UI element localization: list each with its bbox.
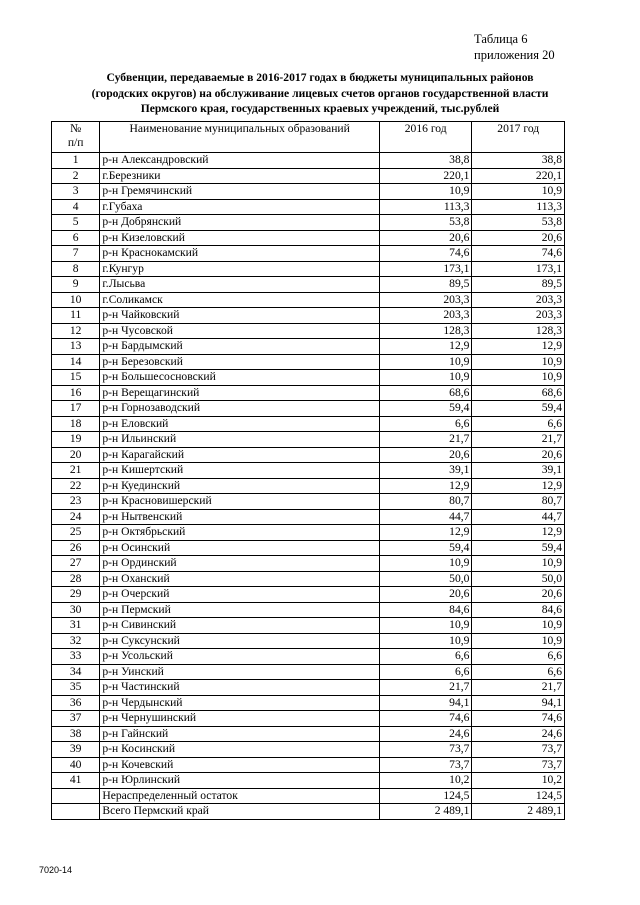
table-row	[52, 757, 565, 773]
table-row	[52, 463, 565, 479]
row-value-2016: 12,9	[379, 525, 472, 541]
row-name: р-н Суксунский	[100, 633, 380, 649]
table-row	[52, 695, 565, 711]
row-number: 16	[52, 385, 100, 401]
row-value-2017: 94,1	[472, 695, 565, 711]
table-row	[52, 401, 565, 417]
table-row	[52, 602, 565, 618]
appendix-label: приложения 20	[474, 48, 555, 62]
table-row	[52, 664, 565, 680]
row-value-2017: 10,9	[472, 556, 565, 572]
row-value-2017: 53,8	[472, 215, 565, 231]
row-value-2017: 68,6	[472, 385, 565, 401]
table-number: Таблица 6	[474, 32, 528, 46]
row-name: р-н Частинский	[100, 680, 380, 696]
table-row	[52, 633, 565, 649]
row-name: р-н Верещагинский	[100, 385, 380, 401]
row-value-2017: 20,6	[472, 447, 565, 463]
table-row	[52, 246, 565, 262]
table-row	[52, 184, 565, 200]
row-name: р-н Чернушинский	[100, 711, 380, 727]
row-name: г.Соликамск	[100, 292, 380, 308]
row-number: 13	[52, 339, 100, 355]
row-value-2016: 80,7	[379, 494, 472, 510]
table-row	[52, 385, 565, 401]
row-name: р-н Нытвенский	[100, 509, 380, 525]
row-value-2016: 74,6	[379, 246, 472, 262]
row-value-2017: 6,6	[472, 416, 565, 432]
row-value-2017: 44,7	[472, 509, 565, 525]
row-number: 27	[52, 556, 100, 572]
row-value-2016: 113,3	[379, 199, 472, 215]
row-value-2016: 44,7	[379, 509, 472, 525]
row-value-2016: 10,9	[379, 184, 472, 200]
row-number: 35	[52, 680, 100, 696]
row-value-2016: 59,4	[379, 401, 472, 417]
table-row	[52, 447, 565, 463]
row-number: 22	[52, 478, 100, 494]
title-line-1: Субвенции, передаваемые в 2016-2017 годах в бюджеты муниципальных районов	[106, 71, 534, 84]
row-value-2017: 2 489,1	[472, 804, 565, 820]
table-row	[52, 649, 565, 665]
row-value-2016: 6,6	[379, 649, 472, 665]
row-value-2016: 220,1	[379, 168, 472, 184]
document-code: 7020-14	[39, 865, 73, 875]
row-value-2016: 73,7	[379, 757, 472, 773]
row-value-2017: 203,3	[472, 292, 565, 308]
table-row	[52, 432, 565, 448]
row-value-2017: 12,9	[472, 478, 565, 494]
table-row	[52, 711, 565, 727]
row-value-2016: 10,9	[379, 556, 472, 572]
row-value-2016: 20,6	[379, 230, 472, 246]
row-value-2016: 24,6	[379, 726, 472, 742]
row-value-2016: 59,4	[379, 540, 472, 556]
row-name: г.Губаха	[100, 199, 380, 215]
row-name: р-н Чердынский	[100, 695, 380, 711]
row-number: 25	[52, 525, 100, 541]
table-row	[52, 215, 565, 231]
row-value-2017: 113,3	[472, 199, 565, 215]
header-number-symbol: №	[70, 122, 82, 135]
row-number: 41	[52, 773, 100, 789]
row-name: р-н Гайнский	[100, 726, 380, 742]
row-value-2016: 20,6	[379, 447, 472, 463]
row-value-2016: 173,1	[379, 261, 472, 277]
row-value-2017: 20,6	[472, 230, 565, 246]
row-number: 8	[52, 261, 100, 277]
header-2017: 2017 год	[472, 122, 565, 153]
row-value-2017: 124,5	[472, 788, 565, 804]
row-value-2016: 21,7	[379, 432, 472, 448]
row-number: 9	[52, 277, 100, 293]
title-line-3: Пермского края, государственных краевых учреждений, тыс.рублей	[140, 102, 500, 115]
row-number: 2	[52, 168, 100, 184]
table-row	[52, 773, 565, 789]
row-name: г.Кунгур	[100, 261, 380, 277]
row-number: 11	[52, 308, 100, 324]
row-value-2016: 53,8	[379, 215, 472, 231]
table-row	[52, 308, 565, 324]
row-value-2017: 10,9	[472, 633, 565, 649]
row-value-2016: 10,9	[379, 618, 472, 634]
row-value-2017: 80,7	[472, 494, 565, 510]
row-name: р-н Куединский	[100, 478, 380, 494]
row-number: 18	[52, 416, 100, 432]
row-value-2017: 128,3	[472, 323, 565, 339]
row-value-2017: 21,7	[472, 680, 565, 696]
row-value-2017: 12,9	[472, 525, 565, 541]
row-value-2017: 21,7	[472, 432, 565, 448]
row-value-2016: 84,6	[379, 602, 472, 618]
row-value-2017: 74,6	[472, 246, 565, 262]
row-value-2017: 10,9	[472, 184, 565, 200]
row-name: р-н Кочевский	[100, 757, 380, 773]
row-value-2016: 6,6	[379, 664, 472, 680]
table-row	[52, 261, 565, 277]
subsidies-table	[51, 121, 565, 820]
row-value-2017: 73,7	[472, 757, 565, 773]
row-value-2017: 173,1	[472, 261, 565, 277]
row-value-2017: 10,2	[472, 773, 565, 789]
row-number: 23	[52, 494, 100, 510]
row-name: р-н Гремячинский	[100, 184, 380, 200]
row-number: 6	[52, 230, 100, 246]
row-name: р-н Большесосновский	[100, 370, 380, 386]
row-value-2017: 6,6	[472, 664, 565, 680]
table-row	[52, 788, 565, 804]
row-number: 14	[52, 354, 100, 370]
row-number: 32	[52, 633, 100, 649]
row-value-2017: 73,7	[472, 742, 565, 758]
table-row	[52, 804, 565, 820]
row-value-2017: 24,6	[472, 726, 565, 742]
row-value-2016: 10,9	[379, 354, 472, 370]
row-number: 19	[52, 432, 100, 448]
row-name: р-н Кишертский	[100, 463, 380, 479]
table-row	[52, 540, 565, 556]
row-number: 12	[52, 323, 100, 339]
row-number	[52, 788, 100, 804]
row-number: 34	[52, 664, 100, 680]
row-name: г.Березники	[100, 168, 380, 184]
row-value-2016: 20,6	[379, 587, 472, 603]
row-value-2016: 38,8	[379, 153, 472, 169]
table-row	[52, 478, 565, 494]
row-name: р-н Еловский	[100, 416, 380, 432]
row-name: р-н Осинский	[100, 540, 380, 556]
row-value-2017: 59,4	[472, 540, 565, 556]
row-name: р-н Добрянский	[100, 215, 380, 231]
table-row	[52, 370, 565, 386]
row-number: 21	[52, 463, 100, 479]
row-name: Всего Пермский край	[100, 804, 380, 820]
row-number: 5	[52, 215, 100, 231]
row-name: р-н Косинский	[100, 742, 380, 758]
row-value-2017: 10,9	[472, 354, 565, 370]
row-value-2016: 50,0	[379, 571, 472, 587]
header-number-abbr: п/п	[67, 136, 84, 149]
row-value-2016: 203,3	[379, 308, 472, 324]
row-number	[52, 804, 100, 820]
row-name: р-н Очерский	[100, 587, 380, 603]
row-value-2016: 12,9	[379, 478, 472, 494]
row-value-2017: 39,1	[472, 463, 565, 479]
row-number: 1	[52, 153, 100, 169]
row-name: р-н Оханский	[100, 571, 380, 587]
row-value-2017: 38,8	[472, 153, 565, 169]
header-name: Наименование муниципальных образований	[100, 122, 380, 153]
row-name: р-н Уинский	[100, 664, 380, 680]
row-number: 24	[52, 509, 100, 525]
row-value-2017: 50,0	[472, 571, 565, 587]
table-row	[52, 726, 565, 742]
row-name: Нераспределенный остаток	[100, 788, 380, 804]
row-value-2017: 12,9	[472, 339, 565, 355]
table-row	[52, 416, 565, 432]
header-number	[52, 122, 100, 153]
row-value-2016: 10,9	[379, 370, 472, 386]
row-value-2016: 124,5	[379, 788, 472, 804]
table-row	[52, 556, 565, 572]
row-value-2016: 6,6	[379, 416, 472, 432]
row-value-2017: 10,9	[472, 618, 565, 634]
row-number: 4	[52, 199, 100, 215]
row-value-2017: 84,6	[472, 602, 565, 618]
table-header-row	[52, 122, 565, 153]
row-value-2017: 89,5	[472, 277, 565, 293]
table-row	[52, 323, 565, 339]
row-number: 36	[52, 695, 100, 711]
table-row	[52, 571, 565, 587]
row-name: р-н Юрлинский	[100, 773, 380, 789]
row-number: 33	[52, 649, 100, 665]
row-value-2016: 128,3	[379, 323, 472, 339]
table-row	[52, 742, 565, 758]
table-row	[52, 354, 565, 370]
row-value-2016: 39,1	[379, 463, 472, 479]
row-number: 31	[52, 618, 100, 634]
row-value-2016: 21,7	[379, 680, 472, 696]
row-value-2017: 6,6	[472, 649, 565, 665]
table-row	[52, 168, 565, 184]
row-name: р-н Ильинский	[100, 432, 380, 448]
row-value-2016: 10,9	[379, 633, 472, 649]
row-value-2016: 2 489,1	[379, 804, 472, 820]
row-number: 10	[52, 292, 100, 308]
row-value-2017: 59,4	[472, 401, 565, 417]
row-value-2016: 74,6	[379, 711, 472, 727]
row-value-2016: 203,3	[379, 292, 472, 308]
row-value-2016: 10,2	[379, 773, 472, 789]
row-number: 15	[52, 370, 100, 386]
row-value-2016: 73,7	[379, 742, 472, 758]
row-value-2016: 12,9	[379, 339, 472, 355]
table-row	[52, 680, 565, 696]
row-number: 37	[52, 711, 100, 727]
header-2016: 2016 год	[379, 122, 472, 153]
table-row	[52, 494, 565, 510]
row-number: 3	[52, 184, 100, 200]
row-name: р-н Кизеловский	[100, 230, 380, 246]
row-number: 38	[52, 726, 100, 742]
row-number: 7	[52, 246, 100, 262]
row-name: р-н Ординский	[100, 556, 380, 572]
row-name: р-н Пермский	[100, 602, 380, 618]
document-title	[40, 70, 600, 117]
table-row	[52, 277, 565, 293]
table-row	[52, 587, 565, 603]
row-number: 20	[52, 447, 100, 463]
table-row	[52, 153, 565, 169]
table-row	[52, 618, 565, 634]
row-name: р-н Александровский	[100, 153, 380, 169]
row-number: 29	[52, 587, 100, 603]
row-name: р-н Чусовской	[100, 323, 380, 339]
row-name: р-н Октябрьский	[100, 525, 380, 541]
table-row	[52, 199, 565, 215]
row-name: р-н Сивинский	[100, 618, 380, 634]
row-name: р-н Бардымский	[100, 339, 380, 355]
row-name: р-н Красновишерский	[100, 494, 380, 510]
row-name: р-н Березовский	[100, 354, 380, 370]
row-value-2017: 20,6	[472, 587, 565, 603]
row-value-2017: 203,3	[472, 308, 565, 324]
table-row	[52, 509, 565, 525]
row-number: 28	[52, 571, 100, 587]
table-row	[52, 525, 565, 541]
row-value-2017: 74,6	[472, 711, 565, 727]
row-name: р-н Чайковский	[100, 308, 380, 324]
row-name: р-н Краснокамский	[100, 246, 380, 262]
row-number: 40	[52, 757, 100, 773]
table-row	[52, 292, 565, 308]
title-line-2: (городских округов) на обслуживание лицевых счетов органов государственной власти	[91, 86, 549, 100]
table-body	[52, 153, 565, 820]
row-value-2016: 89,5	[379, 277, 472, 293]
row-name: р-н Усольский	[100, 649, 380, 665]
row-name: г.Лысьва	[100, 277, 380, 293]
row-number: 26	[52, 540, 100, 556]
row-name: р-н Карагайский	[100, 447, 380, 463]
row-number: 17	[52, 401, 100, 417]
row-value-2016: 94,1	[379, 695, 472, 711]
row-value-2016: 68,6	[379, 385, 472, 401]
row-number: 39	[52, 742, 100, 758]
row-name: р-н Горнозаводский	[100, 401, 380, 417]
table-row	[52, 339, 565, 355]
row-number: 30	[52, 602, 100, 618]
row-value-2017: 220,1	[472, 168, 565, 184]
table-row	[52, 230, 565, 246]
row-value-2017: 10,9	[472, 370, 565, 386]
